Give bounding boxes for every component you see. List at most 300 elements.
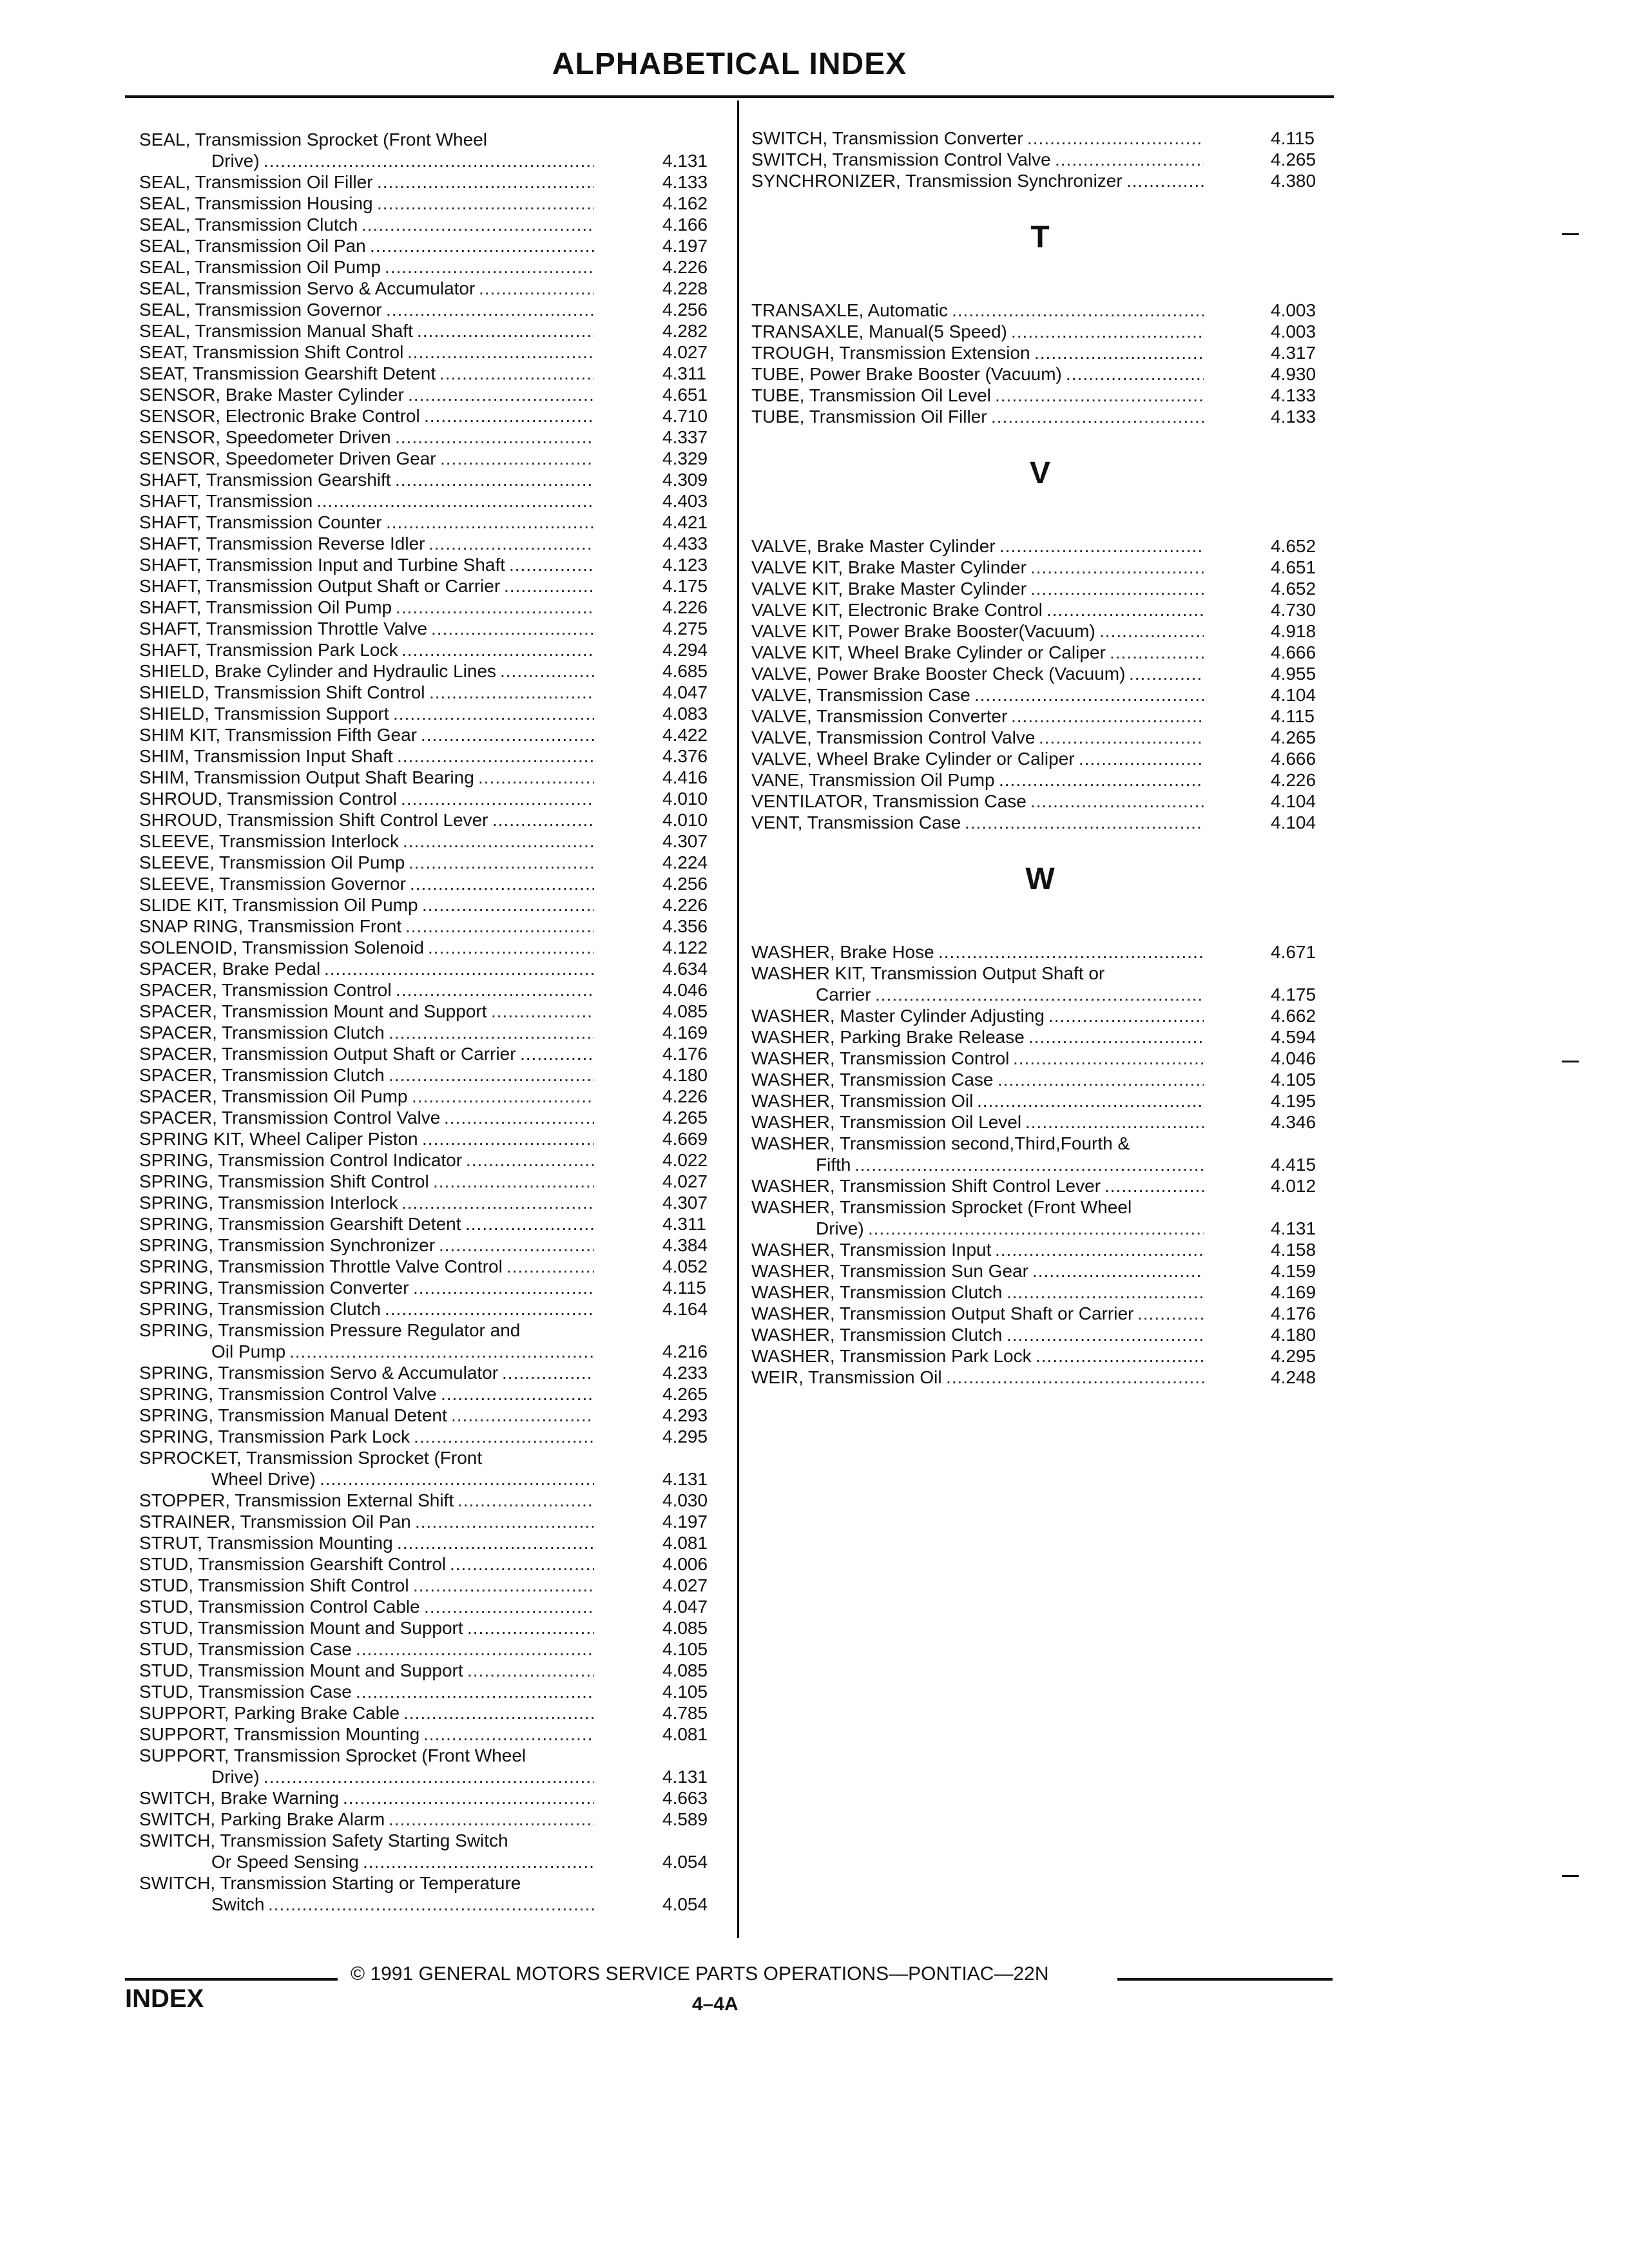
leader-dots [361,214,594,235]
index-entry-name: STUD, Transmission Gearshift Control [139,1554,447,1574]
index-entry-line [751,748,1348,769]
index-entry-page: 4.228 [662,278,708,298]
index-entry-page: 4.133 [1271,407,1316,427]
index-entry-page: 4.226 [662,257,708,277]
index-entry-name: SUPPORT, Transmission Mounting [139,1724,420,1744]
section-letter-heading: W [1025,862,1055,896]
index-entry-name: SLIDE KIT, Transmission Oil Pump [139,895,418,915]
index-entry-line [751,578,1348,599]
leader-dots [1013,1048,1204,1069]
index-entry-line [751,342,1348,363]
index-entry-page: 4.027 [662,1575,708,1595]
leader-dots [397,1532,594,1553]
index-entry-line [751,706,1348,727]
leader-dots [413,1277,594,1298]
leader-dots [403,1702,594,1724]
index-entry-name: TRANSAXLE, Manual(5 Speed) [751,322,1007,341]
leader-dots [410,873,594,894]
index-entry-page: 4.329 [662,448,708,468]
leader-dots [1099,620,1204,642]
index-entry-name: SPRING, Transmission Park Lock [139,1427,410,1446]
index-entry-line [139,405,740,427]
index-entry-line [139,767,740,788]
index-entry-page: 4.083 [662,704,708,724]
index-entry-page: 4.265 [1271,727,1316,747]
index-entry-line [139,1171,740,1192]
index-entry-page: 4.164 [662,1299,708,1319]
index-entry-line [139,554,740,575]
index-entry-name: WASHER, Transmission Clutch [751,1282,1003,1302]
index-entry-name: SWITCH, Transmission Converter [751,128,1023,148]
index-entry-name: SPRING, Transmission Gearshift Detent [139,1214,461,1234]
index-entry-line [751,599,1348,620]
index-entry-name: SYNCHRONIZER, Transmission Synchronizer [751,171,1123,191]
index-entry-name: SPRING, Transmission Control Indicator [139,1150,463,1170]
index-entry-page: 4.054 [662,1852,708,1872]
index-entry-line [751,170,1348,191]
leader-dots [458,1490,594,1511]
index-entry-page: 4.282 [662,321,708,341]
index-entry-name: VALVE, Transmission Case [751,685,970,705]
index-entry-page: 4.085 [662,1618,708,1638]
index-entry-name: SHAFT, Transmission Reverse Idler [139,533,425,553]
leader-dots [1028,1026,1204,1048]
index-entry-page: 4.054 [662,1894,708,1914]
index-entry-page: 4.169 [662,1023,708,1043]
index-entry-name: SWITCH, Transmission Control Valve [751,149,1051,169]
footer-copyright: © 1991 GENERAL MOTORS SERVICE PARTS OPERATIONS—PONTIAC—22N [351,1963,1049,1984]
index-entry-line [139,1405,740,1426]
index-entry-line [139,1298,740,1320]
index-entry-page: 4.256 [662,874,708,894]
leader-dots [1048,1005,1204,1026]
leader-dots [479,278,594,299]
leader-dots [320,1468,594,1490]
leader-dots [433,1171,594,1192]
index-entry-name: SHIELD, Transmission Support [139,704,389,724]
leader-dots [421,724,594,745]
index-entry-page: 4.176 [662,1044,708,1064]
index-entry-line [139,703,740,724]
leader-dots [422,1128,594,1149]
index-entry-line [139,1894,740,1915]
index-entry-name: SHAFT, Transmission Park Lock [139,640,398,660]
index-entry-line [751,321,1348,342]
leader-dots [431,618,594,639]
index-entry-page: 4.311 [662,1214,706,1234]
footer-section-label: INDEX [125,1984,204,2013]
index-entry-name: SPRING, Transmission Manual Detent [139,1405,447,1425]
footer-rule-left [125,1978,338,1981]
leader-dots [396,597,594,618]
index-entry-line [751,1282,1348,1303]
index-entry-line [139,788,740,809]
index-entry-line [139,278,740,299]
index-entry-name: TRANSAXLE, Automatic [751,300,949,320]
section-letter-heading: T [1030,220,1050,255]
index-entry-line [139,235,740,256]
leader-dots [1110,642,1204,663]
index-entry-line [751,406,1348,427]
index-entry-name: STUD, Transmission Shift Control [139,1575,409,1595]
index-entry-page: 4.416 [662,767,708,787]
index-entry-page: 4.955 [1271,664,1316,684]
index-entry-name: SHAFT, Transmission [139,491,313,511]
index-entry-name: SHROUD, Transmission Shift Control Lever [139,810,488,830]
index-entry-line [751,963,1348,984]
index-entry-line [139,1639,740,1660]
index-entry-line [139,916,740,937]
leader-dots [467,1660,594,1681]
index-entry-page: 4.662 [1271,1006,1316,1026]
index-entry-name: WASHER, Transmission Sprocket (Front Wheel [751,1197,1132,1217]
index-entry-line [139,1532,740,1553]
index-entry-line [139,958,740,979]
index-entry-line [139,831,740,852]
index-entry-page: 4.022 [662,1150,708,1170]
index-entry-page: 4.180 [1271,1325,1316,1345]
index-entry-line [751,727,1348,748]
index-entry-name: SPRING, Transmission Servo & Accumulator [139,1363,499,1383]
index-entry-name: SPRING, Transmission Pressure Regulator and [139,1320,521,1340]
index-entry-page: 4.275 [662,619,708,639]
index-entry-name: Carrier [816,985,871,1004]
leader-dots [1034,342,1204,363]
index-entry-page: 4.159 [1271,1261,1316,1281]
index-entry-page: 4.710 [662,406,708,426]
index-entry-page: 4.166 [662,215,708,235]
index-entry-page: 4.380 [1271,171,1316,191]
index-entry-name: STUD, Transmission Case [139,1639,352,1659]
index-entry-page: 4.131 [662,1767,708,1787]
index-entry-name: WASHER, Parking Brake Release [751,1027,1025,1047]
leader-dots [1027,128,1204,149]
index-entry-line [139,1511,740,1532]
leader-dots [502,1362,594,1383]
section-letter-heading: V [1029,456,1050,490]
leader-dots [1036,1345,1204,1367]
index-entry-line [139,724,740,745]
index-entry-page: 4.175 [1271,985,1316,1004]
leader-dots [938,941,1204,963]
index-entry-name: WASHER, Transmission Case [751,1070,994,1090]
leader-dots [407,341,594,363]
index-entry-name: SPACER, Transmission Oil Pump [139,1086,408,1106]
index-entry-name: VALVE KIT, Brake Master Cylinder [751,557,1027,577]
index-entry-name: SLEEVE, Transmission Governor [139,874,406,894]
index-entry-line [139,1596,740,1617]
index-entry-name: WASHER, Transmission Park Lock [751,1346,1032,1366]
index-entry-name: STRUT, Transmission Mounting [139,1533,393,1553]
index-entry-line [139,1086,740,1107]
leader-dots [509,554,594,575]
index-entry-page: 4.651 [1271,557,1316,577]
index-entry-line [751,1026,1348,1048]
leader-dots [999,769,1204,791]
index-entry-name: WASHER, Master Cylinder Adjusting [751,1006,1045,1026]
index-entry-line [139,299,740,320]
leader-dots [1137,1303,1204,1324]
index-entry-name: Drive) [211,1767,260,1787]
index-entry-page: 4.594 [1271,1027,1316,1047]
index-entry-name: Fifth [816,1155,851,1175]
index-entry-name: SPRING KIT, Wheel Caliper Piston [139,1129,418,1149]
index-entry-line [139,1830,740,1851]
page-title: ALPHABETICAL INDEX [552,47,907,81]
leader-dots [356,1681,594,1702]
index-entry-name: SEAL, Transmission Manual Shaft [139,321,413,341]
index-entry-line [139,1660,740,1681]
index-entry-page: 4.162 [662,193,708,213]
index-entry-line [751,557,1348,578]
index-entry-page: 4.085 [662,1001,708,1021]
index-entry-line [139,1575,740,1596]
index-entry-name: VALVE, Wheel Brake Cylinder or Caliper [751,749,1075,769]
leader-dots [377,171,594,193]
leader-dots [316,490,594,512]
index-entry-page: 4.224 [662,852,708,872]
index-entry-line [139,937,740,958]
index-entry-page: 4.115 [1271,706,1315,726]
index-entry-page: 4.356 [662,916,708,936]
index-entry-line [751,128,1348,149]
index-entry-page: 4.052 [662,1256,708,1276]
index-entry-page: 4.730 [1271,600,1316,620]
index-entry-name: SHIELD, Brake Cylinder and Hydraulic Lines [139,661,497,681]
leader-dots [403,831,594,852]
index-entry-name: VALVE KIT, Electronic Brake Control [751,600,1043,620]
index-entry-page: 4.104 [1271,791,1316,811]
leader-dots [492,809,594,831]
index-entry-page: 4.294 [662,640,708,660]
index-entry-line [751,1324,1348,1345]
index-entry-page: 4.081 [662,1724,708,1744]
index-entry-line [139,852,740,873]
index-entry-line [139,256,740,278]
leader-dots [415,1511,594,1532]
index-entry-page: 4.589 [662,1809,708,1829]
index-entry-name: STUD, Transmission Control Cable [139,1597,420,1617]
index-entry-line [139,618,740,639]
leader-dots [393,703,594,724]
index-entry-name: WASHER, Brake Hose [751,942,934,962]
index-entry-line [751,642,1348,663]
index-entry-page: 4.169 [1271,1282,1316,1302]
index-entry-name: STOPPER, Transmission External Shift [139,1490,454,1510]
index-entry-line [139,129,740,150]
index-entry-name: SHIELD, Transmission Shift Control [139,682,425,702]
leader-dots [385,256,594,278]
index-entry-name: SPRING, Transmission Shift Control [139,1171,429,1191]
leader-dots [450,1553,594,1575]
index-entry-name: TUBE, Transmission Oil Level [751,385,991,405]
leader-dots [389,1022,594,1043]
index-entry-page: 4.158 [1271,1240,1316,1260]
title-rule [125,95,1334,98]
index-entry-name: SEAL, Transmission Governor [139,300,382,320]
index-entry-page: 4.003 [1271,300,1316,320]
leader-dots [409,852,594,873]
index-entry-name: VALVE, Transmission Converter [751,706,1008,726]
index-entry-page: 4.233 [662,1363,708,1383]
index-entry-page: 4.918 [1271,621,1316,641]
leader-dots [977,1090,1204,1111]
leader-dots [974,684,1204,706]
leader-dots [466,1149,594,1171]
leader-dots [1055,149,1204,170]
index-entry-name: VENT, Transmission Case [751,812,961,832]
index-entry-page: 4.265 [662,1108,708,1128]
leader-dots [440,448,594,469]
index-entry-page: 4.685 [662,661,708,681]
index-entry-page: 4.010 [662,789,708,809]
index-entry-line [139,1447,740,1468]
index-entry-page: 4.180 [662,1065,708,1085]
leader-dots [465,1213,594,1235]
index-entry-page: 4.006 [662,1554,708,1574]
leader-dots [441,1383,594,1405]
index-entry-line [751,620,1348,642]
index-entry-page: 4.104 [1271,812,1316,832]
index-entry-name: WASHER, Transmission Output Shaft or Carrier [751,1303,1134,1323]
index-entry-name: TROUGH, Transmission Extension [751,343,1030,363]
index-entry-name: SEAL, Transmission Oil Pan [139,236,366,256]
index-entry-name: SPRING, Transmission Synchronizer [139,1235,436,1255]
leader-dots [343,1787,594,1809]
index-entry-page: 4.131 [662,151,708,171]
index-entry-line [751,1111,1348,1133]
footer-page-number: 4–4A [692,1994,738,2015]
index-entry-line [139,363,740,384]
index-entry-line [139,384,740,405]
leader-dots [500,660,594,682]
index-entry-line [751,769,1348,791]
index-entry-name: SWITCH, Parking Brake Alarm [139,1809,385,1829]
leader-dots [991,406,1204,427]
index-entry-line [751,684,1348,706]
index-entry-line [139,979,740,1001]
index-entry-name: SHROUD, Transmission Control [139,789,397,809]
leader-dots [1046,599,1204,620]
index-entry-line [139,320,740,341]
index-entry-name: SUPPORT, Parking Brake Cable [139,1703,400,1723]
index-entry-line [751,1303,1348,1324]
index-entry-name: SHAFT, Transmission Throttle Valve [139,619,428,639]
leader-dots [397,745,594,767]
index-entry-line [139,150,740,171]
index-entry-name: VALVE, Transmission Control Valve [751,727,1036,747]
leader-dots [389,1809,594,1830]
leader-dots [424,1596,594,1617]
leader-dots [478,767,594,788]
leader-dots [1030,578,1204,599]
index-entry-page: 4.346 [1271,1112,1316,1132]
leader-dots [422,894,594,916]
leader-dots [356,1639,594,1660]
index-entry-name: STRAINER, Transmission Oil Pan [139,1512,411,1532]
leader-dots [408,384,594,405]
index-entry-name: SENSOR, Speedometer Driven [139,427,391,447]
index-entry-name: SPACER, Brake Pedal [139,959,321,979]
index-entry-name: SPRING, Transmission Throttle Valve Control [139,1256,503,1276]
index-entry-line [751,791,1348,812]
leader-dots [417,320,594,341]
leader-dots [428,937,594,958]
index-entry-line [139,597,740,618]
leader-dots [423,1724,594,1745]
index-entry-line [139,1468,740,1490]
leader-dots [429,682,594,703]
index-entry-page: 4.295 [662,1427,708,1446]
index-entry-page: 4.003 [1271,322,1316,341]
leader-dots [264,1766,594,1787]
leader-dots [995,385,1204,406]
index-entry-line [139,1256,740,1277]
index-entry-page: 4.030 [662,1490,708,1510]
index-entry-name: Oil Pump [211,1341,286,1361]
leader-dots [1007,1324,1204,1345]
index-entry-line [751,1239,1348,1260]
leader-dots [1007,1282,1204,1303]
index-entry-page: 4.133 [1271,385,1316,405]
index-entry-name: SWITCH, Transmission Safety Starting Switch [139,1831,508,1850]
index-entry-line [139,1681,740,1702]
index-entry-line [139,1064,740,1086]
index-entry-name: WASHER, Transmission second,Third,Fourth & [751,1133,1130,1153]
index-entry-name: SPACER, Transmission Mount and Support [139,1001,487,1021]
index-entry-name: VANE, Transmission Oil Pump [751,770,995,790]
index-entry-page: 4.663 [662,1788,708,1808]
leader-dots [999,535,1204,557]
index-entry-line [139,1277,740,1298]
index-entry-name: VALVE, Power Brake Booster Check (Vacuum) [751,664,1126,684]
index-entry-name: Drive) [816,1218,864,1238]
index-entry-line [751,300,1348,321]
index-entry-name: SHAFT, Transmission Input and Turbine Shaft [139,555,506,575]
index-entry-page: 4.226 [662,895,708,915]
leader-dots [1025,1111,1204,1133]
index-entry-name: STUD, Transmission Case [139,1682,352,1702]
index-entry-name: SLEEVE, Transmission Interlock [139,831,400,851]
leader-dots [1030,791,1204,812]
index-entry-name: SUPPORT, Transmission Sprocket (Front Wheel [139,1745,526,1765]
leader-dots [424,405,594,427]
index-entry-page: 4.046 [662,980,708,1000]
index-entry-name: SEAL, Transmission Oil Filler [139,172,373,192]
index-entry-line [751,663,1348,684]
leader-dots [264,150,594,171]
leader-dots [386,512,594,533]
index-entry-page: 4.047 [662,682,708,702]
index-entry-page: 4.104 [1271,685,1316,705]
index-entry-page: 4.669 [662,1129,708,1149]
index-entry-name: SPACER, Transmission Control Valve [139,1108,441,1128]
index-entry-name: WASHER, Transmission Oil Level [751,1112,1022,1132]
index-entry-name: SWITCH, Brake Warning [139,1788,340,1808]
index-entry-line [751,1175,1348,1196]
index-entry-line [139,894,740,916]
leader-dots [868,1218,1204,1239]
index-entry-page: 4.930 [1271,364,1316,384]
index-entry-page: 4.085 [662,1660,708,1680]
leader-dots [506,1256,594,1277]
index-entry-page: 4.403 [662,491,708,511]
index-entry-line [139,1192,740,1213]
index-entry-page: 4.666 [1271,749,1316,769]
index-entry-line [139,490,740,512]
index-entry-page: 4.651 [662,385,708,405]
index-entry-name: SHAFT, Transmission Gearshift [139,470,391,490]
